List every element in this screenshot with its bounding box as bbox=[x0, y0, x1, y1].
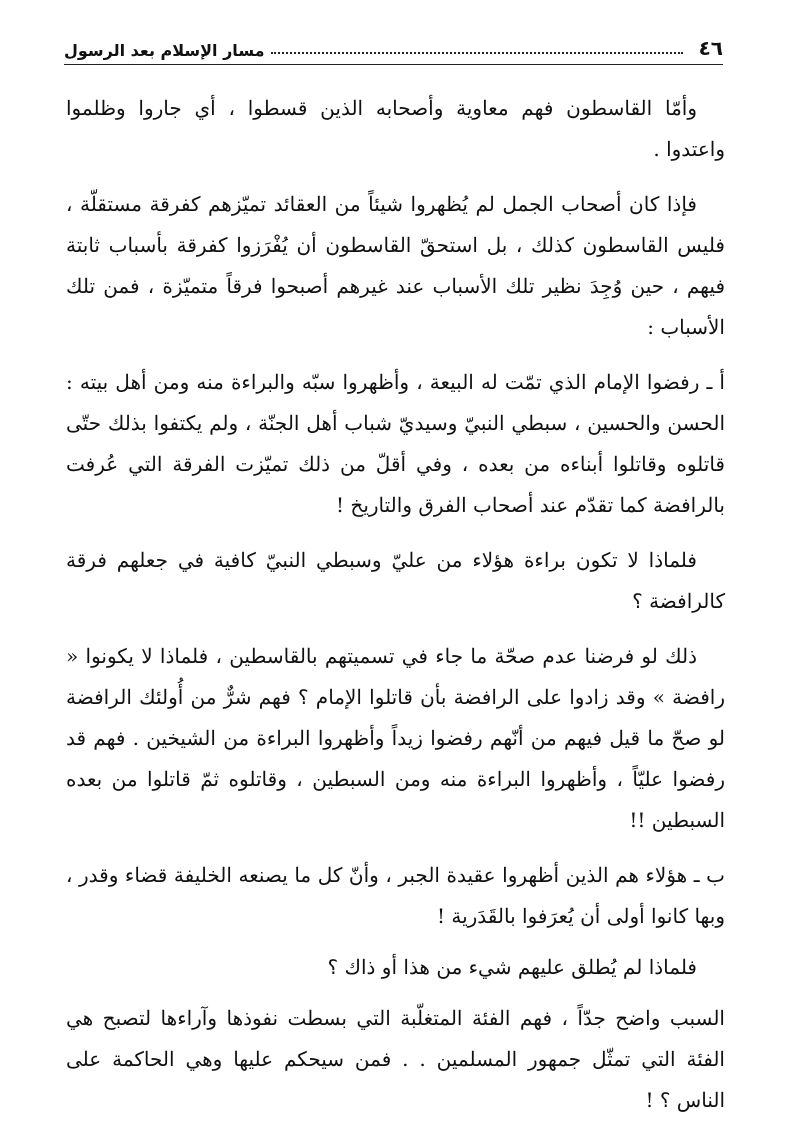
paragraph-reason-b: ب ـ هؤلاء هم الذين أظهروا عقيدة الجبر ، وأنّ كل ما يصنعه الخليفة قضاء وقدر ، وبها كانوا أولى أن يُعرَفوا بالقَدَرية ! bbox=[66, 863, 725, 928]
paragraph-question-naming: فلماذا لم يُطلق عليهم شيء من هذا أو ذاك ؟ bbox=[327, 955, 697, 979]
page-number: ٤٦ bbox=[698, 36, 723, 60]
paragraph-answer: السبب واضح جدّاً ، فهم الفئة المتغلّبة التي بسطت نفوذها وآراءها لتصبح هي الفئة التي تمثّل جمهور المسلمين . . فمن سيحكم عليها وهي الحاكمة على الناس ؟ ! bbox=[66, 1006, 725, 1112]
header-divider bbox=[64, 64, 723, 65]
running-title: مسار الإسلام بعد الرسول bbox=[64, 41, 265, 60]
paragraph-question-rafida: فلماذا لا تكون براءة هؤلاء من عليّ وسبطي النبيّ كافية في جعلهم فرقة كالرافضة ؟ bbox=[66, 548, 725, 613]
page-header bbox=[64, 30, 723, 60]
paragraph-reason-a: أ ـ رفضوا الإمام الذي تمّت له البيعة ، وأظهروا سبّه والبراءة منه ومن أهل بيته : الحسن والحسين ، سبطي النبيّ وسيديّ شباب أهل الجنّة ، ولم يكتفوا بذلك حتّى قاتلوه وقاتلوا أبناءه من بعده ، وفي أقلّ من ذلك تميّزت الفرقة التي عُرفت بالرافضة كما تقدّم عند أصحاب الفرق والتاريخ ! bbox=[66, 370, 725, 517]
paragraph-qasitun-as-sect: فإذا كان أصحاب الجمل لم يُظهروا شيئاً من العقائد تميّزهم كفرقة مستقلّة ، فليس القاسطون كذلك ، بل استحقّ القاسطون أن يُفْرَزوا كفرقة بأسباب ثابتة فيهم ، حين وُجِدَ نظير تلك الأسباب عند غيرهم أصبحوا فرقاً متميّزة ، فمن تلك الأسباب : bbox=[66, 192, 725, 339]
paragraph-rafida-argument: ذلك لو فرضنا عدم صحّة ما جاء في تسميتهم بالقاسطين ، فلماذا لا يكونوا « رافضة » وقد زادوا على الرافضة بأن قاتلوا الإمام ؟ فهم شرٌّ من أُولئك الرافضة لو صحّ ما قيل فيهم من أنّهم رفضوا زيداً وأظهروا البراءة من الشيخين . فهم قد رفضوا عليّاً ، وأظهروا البراءة منه ومن السبطين ، وقاتلوه ثمّ قاتلوا من بعده السبطين !! bbox=[66, 644, 725, 832]
header-dotted-leader bbox=[271, 52, 683, 54]
page-body bbox=[66, 88, 725, 1135]
paragraph-qasitun-definition: وأمّا القاسطون فهم معاوية وأصحابه الذين قسطوا ، أي جاروا وظلموا واعتدوا . bbox=[66, 96, 725, 161]
